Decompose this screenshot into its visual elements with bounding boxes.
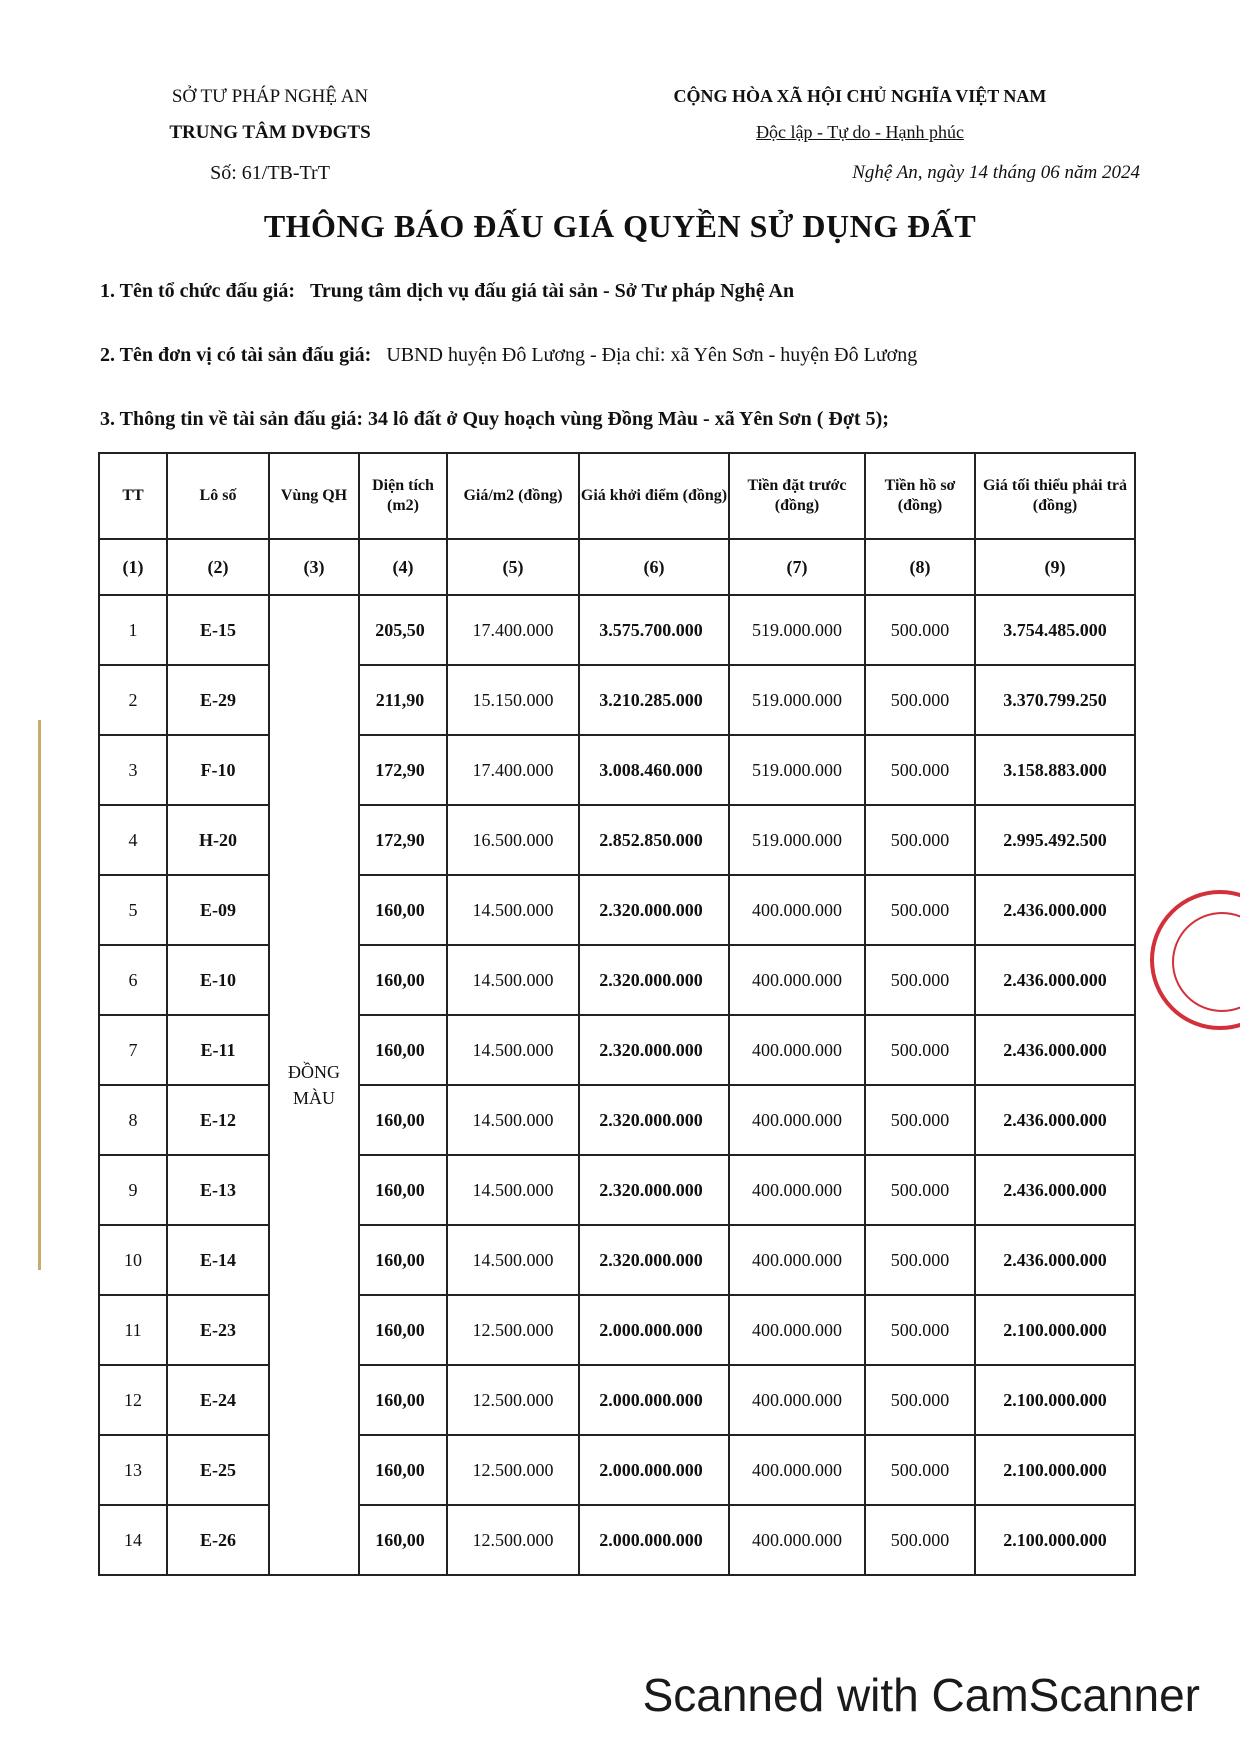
cell-start-price: 3.008.460.000 bbox=[579, 735, 729, 805]
cell-fee: 500.000 bbox=[865, 875, 975, 945]
cell-price-m2: 12.500.000 bbox=[447, 1365, 579, 1435]
cell-tt: 14 bbox=[99, 1505, 167, 1575]
cell-start-price: 2.320.000.000 bbox=[579, 875, 729, 945]
cell-fee: 500.000 bbox=[865, 1505, 975, 1575]
cell-deposit: 400.000.000 bbox=[729, 1365, 865, 1435]
cell-price-m2: 14.500.000 bbox=[447, 875, 579, 945]
cell-price-m2: 14.500.000 bbox=[447, 1225, 579, 1295]
cell-min-price: 3.754.485.000 bbox=[975, 595, 1135, 665]
cell-deposit: 400.000.000 bbox=[729, 1015, 865, 1085]
cell-lot: E-15 bbox=[167, 595, 269, 665]
cell-min-price: 2.100.000.000 bbox=[975, 1295, 1135, 1365]
col-number: (7) bbox=[729, 539, 865, 595]
cell-deposit: 400.000.000 bbox=[729, 1085, 865, 1155]
cell-fee: 500.000 bbox=[865, 805, 975, 875]
cell-fee: 500.000 bbox=[865, 1435, 975, 1505]
cell-lot: E-09 bbox=[167, 875, 269, 945]
cell-start-price: 2.320.000.000 bbox=[579, 1155, 729, 1225]
cell-tt: 4 bbox=[99, 805, 167, 875]
col-header-zone: Vùng QH bbox=[269, 453, 359, 539]
table-row bbox=[99, 945, 1135, 1015]
info-item-2-label: 2. Tên đơn vị có tài sản đấu giá: bbox=[100, 344, 372, 366]
cell-area: 160,00 bbox=[359, 1225, 447, 1295]
table-row bbox=[99, 595, 1135, 665]
cell-min-price: 2.436.000.000 bbox=[975, 945, 1135, 1015]
cell-price-m2: 14.500.000 bbox=[447, 1015, 579, 1085]
cell-start-price: 2.320.000.000 bbox=[579, 1015, 729, 1085]
cell-deposit: 400.000.000 bbox=[729, 1225, 865, 1295]
cell-lot: E-29 bbox=[167, 665, 269, 735]
official-stamp bbox=[1150, 890, 1240, 1030]
cell-lot: E-26 bbox=[167, 1505, 269, 1575]
info-item-3: 3. Thông tin về tài sản đấu giá: 34 lô đất ở Quy hoạch vùng Đồng Màu - xã Yên Sơn ( Đợt 5); bbox=[100, 408, 889, 430]
col-header-tt: TT bbox=[99, 453, 167, 539]
cell-price-m2: 17.400.000 bbox=[447, 595, 579, 665]
cell-tt: 7 bbox=[99, 1015, 167, 1085]
col-header-lot: Lô số bbox=[167, 453, 269, 539]
cell-start-price: 2.000.000.000 bbox=[579, 1435, 729, 1505]
cell-tt: 2 bbox=[99, 665, 167, 735]
info-item-1-value: Trung tâm dịch vụ đấu giá tài sản - Sở Tư pháp Nghệ An bbox=[309, 280, 795, 302]
document-number: Số: 61/TB-TrT bbox=[210, 162, 330, 184]
col-number: (2) bbox=[167, 539, 269, 595]
cell-area: 160,00 bbox=[359, 1085, 447, 1155]
col-header-deposit: Tiền đặt trước (đồng) bbox=[729, 453, 865, 539]
table-row bbox=[99, 1435, 1135, 1505]
table-row bbox=[99, 1225, 1135, 1295]
cell-fee: 500.000 bbox=[865, 1015, 975, 1085]
cell-min-price: 3.370.799.250 bbox=[975, 665, 1135, 735]
cell-deposit: 400.000.000 bbox=[729, 1155, 865, 1225]
cell-tt: 6 bbox=[99, 945, 167, 1015]
cell-start-price: 2.320.000.000 bbox=[579, 1225, 729, 1295]
cell-area: 160,00 bbox=[359, 1365, 447, 1435]
cell-tt: 8 bbox=[99, 1085, 167, 1155]
col-header-start-price: Giá khởi điểm (đồng) bbox=[579, 453, 729, 539]
cell-price-m2: 14.500.000 bbox=[447, 945, 579, 1015]
cell-fee: 500.000 bbox=[865, 735, 975, 805]
cell-area: 205,50 bbox=[359, 595, 447, 665]
col-number: (6) bbox=[579, 539, 729, 595]
cell-min-price: 2.100.000.000 bbox=[975, 1435, 1135, 1505]
col-number: (8) bbox=[865, 539, 975, 595]
table-row bbox=[99, 665, 1135, 735]
cell-area: 160,00 bbox=[359, 1435, 447, 1505]
cell-lot: E-24 bbox=[167, 1365, 269, 1435]
cell-price-m2: 16.500.000 bbox=[447, 805, 579, 875]
cell-lot: E-23 bbox=[167, 1295, 269, 1365]
org-parent: SỞ TƯ PHÁP NGHỆ AN bbox=[171, 86, 369, 107]
cell-zone: ĐỒNG MÀU bbox=[269, 595, 359, 1575]
table-row bbox=[99, 1085, 1135, 1155]
cell-price-m2: 15.150.000 bbox=[447, 665, 579, 735]
cell-tt: 3 bbox=[99, 735, 167, 805]
col-header-fee: Tiền hồ sơ (đồng) bbox=[865, 453, 975, 539]
cell-start-price: 2.852.850.000 bbox=[579, 805, 729, 875]
cell-min-price: 3.158.883.000 bbox=[975, 735, 1135, 805]
cell-area: 211,90 bbox=[359, 665, 447, 735]
col-header-area: Diện tích (m2) bbox=[359, 453, 447, 539]
cell-price-m2: 12.500.000 bbox=[447, 1435, 579, 1505]
cell-deposit: 400.000.000 bbox=[729, 1435, 865, 1505]
cell-tt: 1 bbox=[99, 595, 167, 665]
table-row bbox=[99, 1015, 1135, 1085]
table-row bbox=[99, 1295, 1135, 1365]
cell-price-m2: 12.500.000 bbox=[447, 1505, 579, 1575]
cell-area: 160,00 bbox=[359, 1505, 447, 1575]
cell-lot: E-13 bbox=[167, 1155, 269, 1225]
cell-price-m2: 12.500.000 bbox=[447, 1295, 579, 1365]
cell-min-price: 2.436.000.000 bbox=[975, 1155, 1135, 1225]
cell-min-price: 2.436.000.000 bbox=[975, 1015, 1135, 1085]
cell-deposit: 519.000.000 bbox=[729, 665, 865, 735]
cell-deposit: 400.000.000 bbox=[729, 1295, 865, 1365]
document-date: Nghệ An, ngày 14 tháng 06 năm 2024 bbox=[852, 162, 1140, 183]
cell-tt: 13 bbox=[99, 1435, 167, 1505]
cell-min-price: 2.100.000.000 bbox=[975, 1365, 1135, 1435]
camscanner-watermark: Scanned with CamScanner bbox=[642, 1669, 1200, 1721]
cell-start-price: 2.320.000.000 bbox=[579, 945, 729, 1015]
table-row bbox=[99, 735, 1135, 805]
col-number: (1) bbox=[99, 539, 167, 595]
cell-fee: 500.000 bbox=[865, 665, 975, 735]
cell-area: 172,90 bbox=[359, 735, 447, 805]
cell-min-price: 2.436.000.000 bbox=[975, 1225, 1135, 1295]
cell-fee: 500.000 bbox=[865, 1365, 975, 1435]
table-row bbox=[99, 875, 1135, 945]
col-number: (9) bbox=[975, 539, 1135, 595]
table-header-row bbox=[99, 453, 1135, 539]
cell-min-price: 2.995.492.500 bbox=[975, 805, 1135, 875]
lots-table bbox=[98, 452, 1136, 1576]
cell-area: 160,00 bbox=[359, 875, 447, 945]
cell-start-price: 3.575.700.000 bbox=[579, 595, 729, 665]
cell-tt: 10 bbox=[99, 1225, 167, 1295]
national-title: CỘNG HÒA XÃ HỘI CHỦ NGHĨA VIỆT NAM bbox=[673, 86, 1047, 106]
org-name: TRUNG TÂM DVĐGTS bbox=[169, 122, 371, 143]
cell-tt: 9 bbox=[99, 1155, 167, 1225]
cell-lot: E-11 bbox=[167, 1015, 269, 1085]
cell-tt: 5 bbox=[99, 875, 167, 945]
cell-fee: 500.000 bbox=[865, 945, 975, 1015]
cell-lot: E-14 bbox=[167, 1225, 269, 1295]
cell-min-price: 2.100.000.000 bbox=[975, 1505, 1135, 1575]
cell-start-price: 2.000.000.000 bbox=[579, 1295, 729, 1365]
cell-deposit: 400.000.000 bbox=[729, 945, 865, 1015]
col-number: (4) bbox=[359, 539, 447, 595]
national-motto: Độc lập - Tự do - Hạnh phúc bbox=[756, 122, 964, 142]
cell-deposit: 519.000.000 bbox=[729, 595, 865, 665]
cell-fee: 500.000 bbox=[865, 1295, 975, 1365]
cell-area: 160,00 bbox=[359, 945, 447, 1015]
col-header-min-price: Giá tối thiểu phải trả (đồng) bbox=[975, 453, 1135, 539]
cell-price-m2: 17.400.000 bbox=[447, 735, 579, 805]
cell-lot: E-25 bbox=[167, 1435, 269, 1505]
cell-price-m2: 14.500.000 bbox=[447, 1085, 579, 1155]
table-row bbox=[99, 805, 1135, 875]
info-item-1-label: 1. Tên tổ chức đấu giá: bbox=[100, 280, 295, 302]
cell-start-price: 3.210.285.000 bbox=[579, 665, 729, 735]
page-title: THÔNG BÁO ĐẤU GIÁ QUYỀN SỬ DỤNG ĐẤT bbox=[263, 208, 977, 244]
cell-deposit: 519.000.000 bbox=[729, 735, 865, 805]
info-item-2 bbox=[100, 344, 917, 367]
cell-lot: H-20 bbox=[167, 805, 269, 875]
cell-tt: 11 bbox=[99, 1295, 167, 1365]
cell-start-price: 2.320.000.000 bbox=[579, 1085, 729, 1155]
cell-area: 160,00 bbox=[359, 1295, 447, 1365]
cell-start-price: 2.000.000.000 bbox=[579, 1505, 729, 1575]
cell-lot: E-10 bbox=[167, 945, 269, 1015]
cell-price-m2: 14.500.000 bbox=[447, 1155, 579, 1225]
column-number-row bbox=[99, 539, 1135, 595]
scan-edge bbox=[38, 720, 41, 1270]
cell-tt: 12 bbox=[99, 1365, 167, 1435]
cell-deposit: 400.000.000 bbox=[729, 1505, 865, 1575]
cell-deposit: 519.000.000 bbox=[729, 805, 865, 875]
cell-start-price: 2.000.000.000 bbox=[579, 1365, 729, 1435]
cell-fee: 500.000 bbox=[865, 595, 975, 665]
cell-deposit: 400.000.000 bbox=[729, 875, 865, 945]
info-item-2-value: UBND huyện Đô Lương - Địa chỉ: xã Yên Sơn - huyện Đô Lương bbox=[386, 344, 918, 366]
col-number: (3) bbox=[269, 539, 359, 595]
cell-lot: E-12 bbox=[167, 1085, 269, 1155]
cell-area: 160,00 bbox=[359, 1155, 447, 1225]
cell-fee: 500.000 bbox=[865, 1085, 975, 1155]
cell-min-price: 2.436.000.000 bbox=[975, 875, 1135, 945]
col-number: (5) bbox=[447, 539, 579, 595]
cell-lot: F-10 bbox=[167, 735, 269, 805]
cell-min-price: 2.436.000.000 bbox=[975, 1085, 1135, 1155]
table-row bbox=[99, 1155, 1135, 1225]
cell-fee: 500.000 bbox=[865, 1155, 975, 1225]
cell-area: 160,00 bbox=[359, 1015, 447, 1085]
table-row bbox=[99, 1365, 1135, 1435]
col-header-price-m2: Giá/m2 (đồng) bbox=[447, 453, 579, 539]
table-row bbox=[99, 1505, 1135, 1575]
info-item-1 bbox=[100, 280, 794, 303]
cell-fee: 500.000 bbox=[865, 1225, 975, 1295]
cell-area: 172,90 bbox=[359, 805, 447, 875]
